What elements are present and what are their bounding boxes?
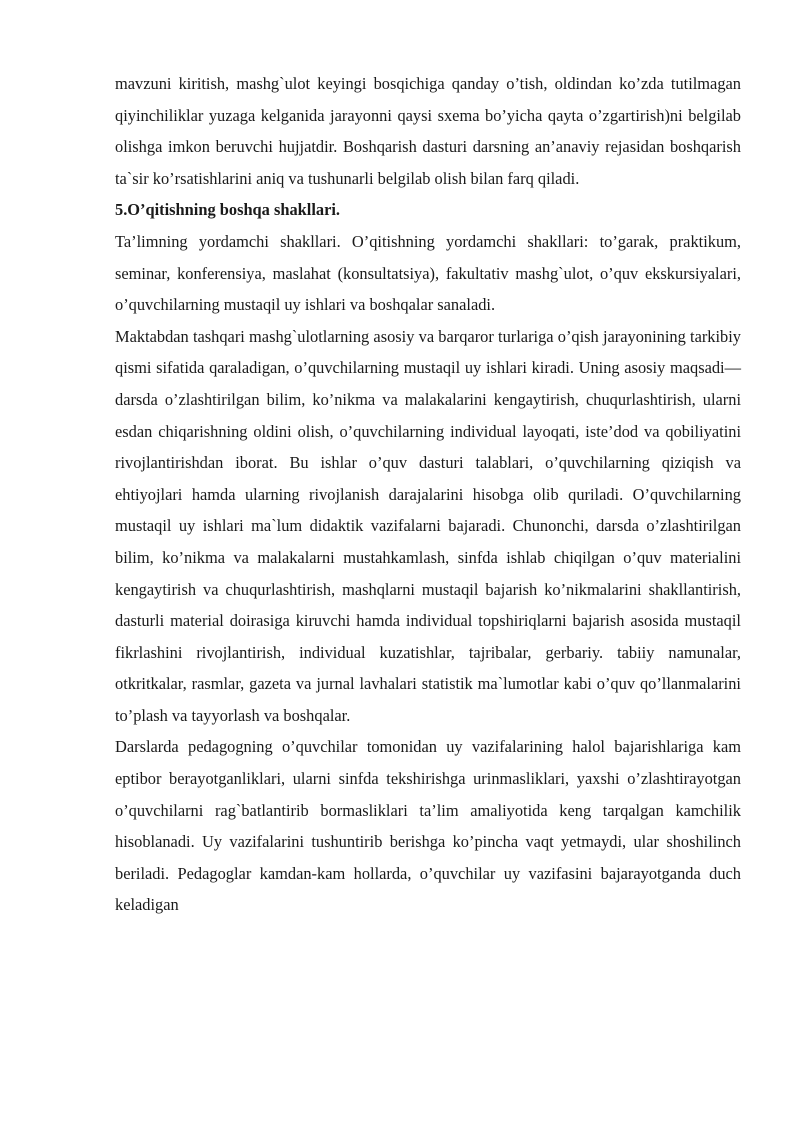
document-page [115,68,741,921]
section-heading: 5.O’qitishning boshqa shakllari. [115,200,341,220]
paragraph-intro-continuation: mavzuni kiritish, mashg`ulot keyingi bosqichiga qanday o’tish, oldindan ko’zda tutilmagan qiyinchiliklar yuzaga kelganida jarayonni qaysi sxema bo’yicha qayta o’zgartirish)ni belgilab olishga imkon beruvchi hujjatdir. Boshqarish dasturi darsning an’anaviy rejasidan boshqarish ta`sir ko’rsatishlarini aniq va tushunarli belgilab olish bilan farq qiladi. [115,74,741,188]
paragraph-homework: Maktabdan tashqari mashg`ulotlarning asosiy va barqaror turlariga o’qish jarayonining tarkibiy qismi sifatida qaraladigan, o’quvchilarning mustaqil uy ishlari kiradi. Uning asosiy maqsadi— darsda o’zlashtirilgan bilim, ko’nikma va malakalarini kengaytirish, chuqurlashtirish, ularni esdan chiqarishning oldini olish, o’quvchilarning individual layoqati, iste’dod va qobiliyatini rivojlantirishdan iborat. Bu ishlar o’quv dasturi talablari, o’quvchilarning qiziqish va ehtiyojlari hamda ularning rivojlanish darajalarini hisobga olib quriladi. O’quvchilarning mustaqil uy ishlari ma`lum didaktik vazifalarni bajaradi. Chunonchi, darsda o’zlashtirilgan bilim, ko’nikma va malakalarni mustahkamlash, sinfda ishlab chiqilgan o’quv materialini kengaytirish va chuqurlashtirish, mashqlarni mustaqil bajarish ko’nikmalarini shakllantirish, dasturli material doirasiga kiruvchi hamda individual topshiriqlarni bajarish asosida mustaqil fikrlashini rivojlantirish, individual kuzatishlar, tajribalar, gerbariy. tabiiy namunalar, otkritkalar, rasmlar, gazeta va jurnal lavhalari statistik ma`lumotlar kabi o’quv qo’llanmalarini to’plash va tayyorlash va boshqalar. [115,326,741,725]
paragraph-auxiliary-forms: Ta’limning yordamchi shakllari. O’qitishning yordamchi shakllari: to’garak, praktikum, seminar, konferensiya, maslahat (konsultatsiya), fakultativ mashg`ulot, o’quv ekskursiyalari, o’quvchilarning mustaqil uy ishlari va boshqalar sanaladi. [115,231,741,315]
paragraph-shortcomings: Darslarda pedagogning o’quvchilar tomonidan uy vazifalarining halol bajarishlariga kam eptibor berayotganliklari, ularni sinfda tekshirishga urinmasliklari, yaxshi o’zlashtirayotgan o’quvchilarni rag`batlantirib bormasliklari ta’lim amaliyotida keng tarqalgan kamchilik hisoblanadi. Uy vazifalarini tushuntirib berishga ko’pincha vaqt yetmaydi, ular shoshilinch beriladi. Pedagoglar kamdan-kam hollarda, o’quvchilar uy vazifasini bajarayotganda duch keladigan [115,737,741,915]
